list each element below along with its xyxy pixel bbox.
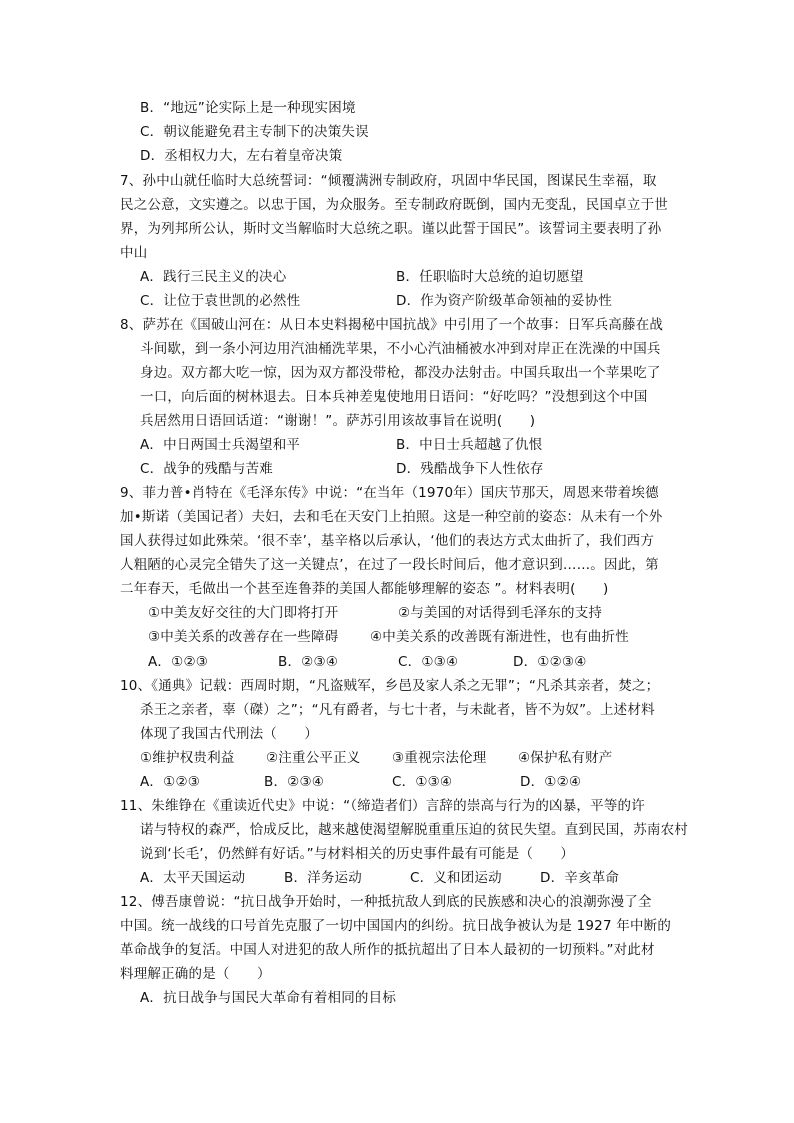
q8-option-a: A．中日两国士兵渴望和平 (140, 437, 301, 453)
q10-statement-2: ②注重公平正义 (266, 750, 361, 766)
q9-stem-line2: 加•斯诺（美国记者）夫妇，去和毛在天安门上拍照。这是一种空前的姿态：从未有一个外 (120, 509, 663, 525)
q7-stem-line3: 界，为列邦所公认，斯时文当解临时大总统之职。谨以此誓于国民”。该誓词主要表明了孙 (120, 221, 662, 237)
q11-option-b: B．洋务运动 (284, 870, 362, 886)
q9-stem-line1: 9、菲力普•肖特在《毛泽东传》中说：“在当年（1970年）国庆节那天，周恩来带着埃德 (120, 485, 659, 501)
option-c-prev: C．朝议能避免君主专制下的决策失误 (140, 124, 369, 140)
q10-stem-line1: 10、《通典》记载：西周时期，“凡盗贼军，乡邑及家人杀之无罪”；“凡杀其亲者，焚之； (120, 678, 660, 694)
q12-stem-line2: 中国。统一战线的口号首先克服了一切中国国内的纠纷。抗日战争被认为是 1927 年中断的 (120, 918, 672, 934)
q11-stem-line2: 诺与特权的森严，恰成反比，越来越使渴望解脱重重压迫的贫民失望。直到民国，苏南农村 (140, 822, 688, 838)
q11-stem-line1: 11、朱维铮在《重读近代史》中说：“（缔造者们）言辞的崇高与行为的凶暴，平等的许 (120, 798, 645, 814)
q9-stem-line5: 二年春天，毛做出一个甚至连鲁莽的美国人都能够理解的姿态 ”。材料表明( ) (120, 581, 609, 597)
q8-stem-line5: 兵居然用日语回话道：“谢谢！”。萨苏引用该故事旨在说明( ) (140, 413, 536, 429)
option-b-prev: B．“地远”论实际上是一种现实困境 (140, 100, 356, 116)
q7-option-d: D．作为资产阶级革命领袖的妥协性 (396, 293, 613, 309)
q9-stem-line3: 国人获得过如此殊荣。‘很不幸’，基辛格以后承认，‘他们的表达方式太曲折了，我们西方 (120, 533, 655, 549)
q8-option-c: C．战争的残酷与苦难 (140, 461, 273, 477)
q8-stem-line1: 8、萨苏在《国破山河在：从日本史料揭秘中国抗战》中引用了一个故事：日军兵高藤在战 (120, 317, 664, 333)
q9-option-b: B．②③④ (278, 654, 339, 670)
q9-statement-4: ④中美关系的改善既有渐进性，也有曲折性 (370, 629, 629, 645)
q10-stem-line3: 体现了我国古代刑法（ ） (140, 726, 319, 742)
q8-stem-line4: 一口，向后面的树林退去。日本兵神差鬼使地用日语问：“好吃吗？”没想到这个中国 (140, 389, 648, 405)
q9-option-d: D．①②③④ (513, 654, 587, 670)
q9-option-c: C．①③④ (398, 654, 459, 670)
q7-option-b: B．任职临时大总统的迫切愿望 (396, 269, 584, 285)
q7-option-c: C．让位于袁世凯的必然性 (140, 293, 301, 309)
q10-statement-1: ①维护权贵利益 (140, 750, 235, 766)
q12-stem-line4: 料理解正确的是（ ） (120, 966, 271, 982)
q11-stem-line3: 说到‘长毛’，仍然鲜有好话。”与材料相关的历史事件最有可能是（ ） (140, 846, 575, 862)
q10-option-b: B．②③④ (264, 774, 325, 790)
q7-stem-line2: 民之公意，文实遵之。以忠于国，为众服务。至专制政府既倒，国内无变乱，民国卓立于世 (120, 197, 668, 213)
q12-stem-line1: 12、傅吾康曾说：“抗日战争开始时，一种抵抗敌人到底的民族感和决心的浪潮弥漫了全 (120, 894, 652, 910)
q9-option-a: A．①②③ (148, 654, 209, 670)
q11-option-c: C．义和团运动 (410, 870, 502, 886)
q7-option-a: A．践行三民主义的决心 (140, 269, 287, 285)
q10-statement-3: ③重视宗法伦理 (392, 750, 487, 766)
q10-statement-4: ④保护私有财产 (518, 750, 613, 766)
q10-option-a: A．①②③ (140, 774, 201, 790)
q11-option-d: D．辛亥革命 (540, 870, 620, 886)
q12-option-a: A．抗日战争与国民大革命有着相同的目标 (140, 990, 397, 1006)
q7-stem-line4: 中山 (120, 245, 148, 261)
q8-stem-line3: 身边。双方都大吃一惊，因为双方都没带枪，都没办法射击。中国兵取出一个苹果吃了 (140, 365, 661, 381)
q10-stem-line2: 杀王之亲者，辜（磔）之”；“凡有爵者，与七十者，与未龀者，皆不为奴”。上述材料 (140, 702, 655, 718)
q9-statement-3: ③中美关系的改善存在一些障碍 (148, 629, 339, 645)
option-d-prev: D．丞相权力大，左右着皇帝决策 (140, 148, 343, 164)
q12-stem-line3: 革命战争的复活。中国人对进犯的敌人所作的抵抗超出了日本人最初的一切预料。”对此材 (120, 942, 655, 958)
q9-statement-1: ①中美友好交往的大门即将打开 (148, 605, 339, 621)
q8-option-d: D．残酷战争下人性依存 (396, 461, 544, 477)
q9-stem-line4: 人粗陋的心灵完全错失了这一关键点’，在过了一段长时间后，他才意识到……。因此，第 (120, 557, 659, 573)
q9-statement-2: ②与美国的对话得到毛泽东的支持 (398, 605, 603, 621)
q8-stem-line2: 斗间歇，到一条小河边用汽油桶洗苹果，不小心汽油桶被水冲到对岸正在洗澡的中国兵 (140, 341, 661, 357)
q8-option-b: B．中日士兵超越了仇恨 (396, 437, 543, 453)
q10-option-c: C．①③④ (392, 774, 453, 790)
q11-option-a: A．太平天国运动 (140, 870, 246, 886)
q10-option-d: D．①②④ (520, 774, 582, 790)
q7-stem-line1: 7、孙中山就任临时大总统誓词：“倾覆满洲专制政府，巩固中华民国，图谋民生幸福，取 (120, 173, 657, 189)
